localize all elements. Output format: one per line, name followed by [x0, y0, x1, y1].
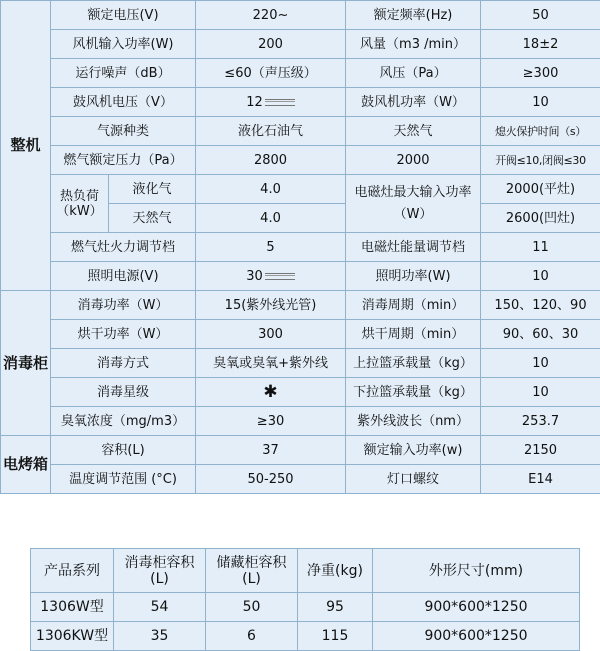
- product-steril-volume: 35: [114, 622, 206, 651]
- upper-basket-value: 10: [481, 349, 600, 378]
- heat-ng-label: 天然气: [109, 204, 196, 233]
- heat-load-label: 热负荷（kW）: [51, 175, 109, 233]
- category-oven: 电烤箱: [1, 436, 51, 494]
- heat-lpg-label: 液化气: [109, 175, 196, 204]
- header-series: 产品系列: [31, 549, 114, 593]
- product-dimensions: 900*600*1250: [373, 593, 580, 622]
- oven-power-label: 额定输入功率(w): [346, 436, 481, 465]
- gas-type-label: 气源种类: [51, 117, 196, 146]
- product-series: 1306KW型: [31, 622, 114, 651]
- steril-method-label: 消毒方式: [51, 349, 196, 378]
- dry-power-label: 烘干功率（W）: [51, 320, 196, 349]
- air-volume-value: 18±2: [481, 30, 600, 59]
- ozone-value: ≥30: [196, 407, 346, 436]
- light-voltage-value: 30: [246, 268, 263, 284]
- rated-freq-value: 50: [481, 1, 600, 30]
- blower-voltage-cell: [196, 88, 346, 117]
- steril-rating-label: 消毒星级: [51, 378, 196, 407]
- table-row: [31, 593, 580, 622]
- ozone-label: 臭氧浓度（mg/m3）: [51, 407, 196, 436]
- lower-basket-label: 下拉篮承载量（kg）: [346, 378, 481, 407]
- dry-cycle-label: 烘干周期（min）: [346, 320, 481, 349]
- steril-cycle-value: 150、120、90: [481, 291, 600, 320]
- product-net-weight: 95: [298, 593, 373, 622]
- fan-power-value: 200: [196, 30, 346, 59]
- steril-cycle-label: 消毒周期（min）: [346, 291, 481, 320]
- light-power-label: 照明功率(W): [346, 262, 481, 291]
- gas-pressure-label: 燃气额定压力（Pa）: [51, 146, 196, 175]
- gas-pressure-ng: 2000: [346, 146, 481, 175]
- capacity-value: 37: [196, 436, 346, 465]
- heat-ng-value: 4.0: [196, 204, 346, 233]
- product-table: [30, 548, 580, 651]
- star-icon: ✱: [196, 378, 346, 407]
- gas-fire-label: 燃气灶火力调节档: [51, 233, 196, 262]
- steril-power-value: 15(紫外线光管): [196, 291, 346, 320]
- uv-label: 紫外线波长（nm）: [346, 407, 481, 436]
- uv-value: 253.7: [481, 407, 600, 436]
- temp-value: 50-250: [196, 465, 346, 494]
- dc-symbol-icon: [265, 99, 295, 106]
- header-dimensions: 外形尺寸(mm): [373, 549, 580, 593]
- product-series: 1306W型: [31, 593, 114, 622]
- flameout-label: 熄火保护时间（s）: [481, 117, 600, 146]
- air-volume-label: 风量（m3 /min）: [346, 30, 481, 59]
- product-dimensions: 900*600*1250: [373, 622, 580, 651]
- blower-voltage-value: 12: [246, 94, 263, 110]
- blower-power-label: 鼓风机功率（W）: [346, 88, 481, 117]
- rated-voltage-value: 220~: [196, 1, 346, 30]
- rated-voltage-label: 额定电压(V): [51, 1, 196, 30]
- induction-concave-value: 2600(凹灶): [481, 204, 600, 233]
- upper-basket-label: 上拉篮承载量（kg）: [346, 349, 481, 378]
- product-steril-volume: 54: [114, 593, 206, 622]
- fan-power-label: 风机输入功率(W): [51, 30, 196, 59]
- air-pressure-value: ≥300: [481, 59, 600, 88]
- blower-voltage-label: 鼓风机电压（V）: [51, 88, 196, 117]
- rated-freq-label: 额定频率(Hz): [346, 1, 481, 30]
- product-net-weight: 115: [298, 622, 373, 651]
- gas-fire-value: 5: [196, 233, 346, 262]
- flameout-value: 开阀≤10,闭阀≤30: [481, 146, 600, 175]
- gas-pressure-lpg: 2800: [196, 146, 346, 175]
- steril-power-label: 消毒功率（W）: [51, 291, 196, 320]
- header-steril-volume: 消毒柜容积(L): [114, 549, 206, 593]
- noise-value: ≤60（声压级）: [196, 59, 346, 88]
- lower-basket-value: 10: [481, 378, 600, 407]
- air-pressure-label: 风压（Pa）: [346, 59, 481, 88]
- temp-label: 温度调节范围 (°C): [51, 465, 196, 494]
- gas-type-ng: 天然气: [346, 117, 481, 146]
- noise-label: 运行噪声（dB）: [51, 59, 196, 88]
- oven-power-value: 2150: [481, 436, 600, 465]
- dry-cycle-value: 90、60、30: [481, 320, 600, 349]
- light-voltage-cell: [196, 262, 346, 291]
- induction-level-value: 11: [481, 233, 600, 262]
- induction-level-label: 电磁灶能量调节档: [346, 233, 481, 262]
- category-sterilizer: 消毒柜: [1, 291, 51, 436]
- dc-symbol-icon: [265, 273, 295, 280]
- light-power-value: 10: [481, 262, 600, 291]
- steril-method-value: 臭氧或臭氧+紫外线: [196, 349, 346, 378]
- header-storage-volume: 储藏柜容积(L): [206, 549, 298, 593]
- blower-power-value: 10: [481, 88, 600, 117]
- lamp-value: E14: [481, 465, 600, 494]
- category-machine: 整机: [1, 1, 51, 291]
- gas-type-lpg: 液化石油气: [196, 117, 346, 146]
- induction-max-label: 电磁灶最大输入功率（W）: [346, 175, 481, 233]
- heat-lpg-value: 4.0: [196, 175, 346, 204]
- header-net-weight: 净重(kg): [298, 549, 373, 593]
- product-storage-volume: 6: [206, 622, 298, 651]
- capacity-label: 容积(L): [51, 436, 196, 465]
- product-storage-volume: 50: [206, 593, 298, 622]
- induction-flat-value: 2000(平灶): [481, 175, 600, 204]
- dry-power-value: 300: [196, 320, 346, 349]
- light-voltage-label: 照明电源(V): [51, 262, 196, 291]
- table-row: [31, 622, 580, 651]
- lamp-label: 灯口螺纹: [346, 465, 481, 494]
